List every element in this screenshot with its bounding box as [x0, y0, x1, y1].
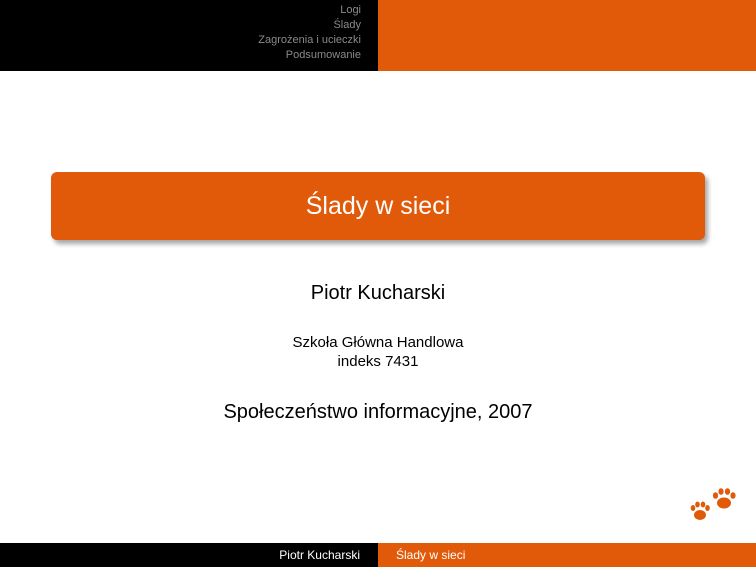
header-accent-block	[378, 0, 756, 71]
institute-name: Szkoła Główna Handlowa	[292, 334, 464, 351]
nav-item-zagrozenia[interactable]: Zagrożenia i ucieczki	[258, 34, 361, 46]
author-name: Piotr Kucharski	[310, 282, 446, 304]
nav-item-logi[interactable]: Logi	[340, 4, 361, 16]
header-bar	[0, 0, 756, 71]
slide-title: Ślady w sieci	[305, 191, 451, 220]
title-box	[51, 172, 705, 240]
footer-title: Ślady w sieci	[378, 543, 756, 567]
nav-item-podsumowanie[interactable]: Podsumowanie	[285, 49, 361, 61]
student-index: indeks 7431	[337, 353, 419, 370]
nav-item-slady[interactable]: Ślady	[333, 19, 361, 31]
section-navigation	[0, 0, 378, 71]
paw-prints-icon	[688, 487, 738, 525]
event-date: Społeczeństwo informacyjne, 2007	[223, 401, 533, 423]
institute	[0, 333, 756, 371]
footer-bar	[0, 543, 756, 567]
footer-author: Piotr Kucharski	[0, 543, 378, 567]
